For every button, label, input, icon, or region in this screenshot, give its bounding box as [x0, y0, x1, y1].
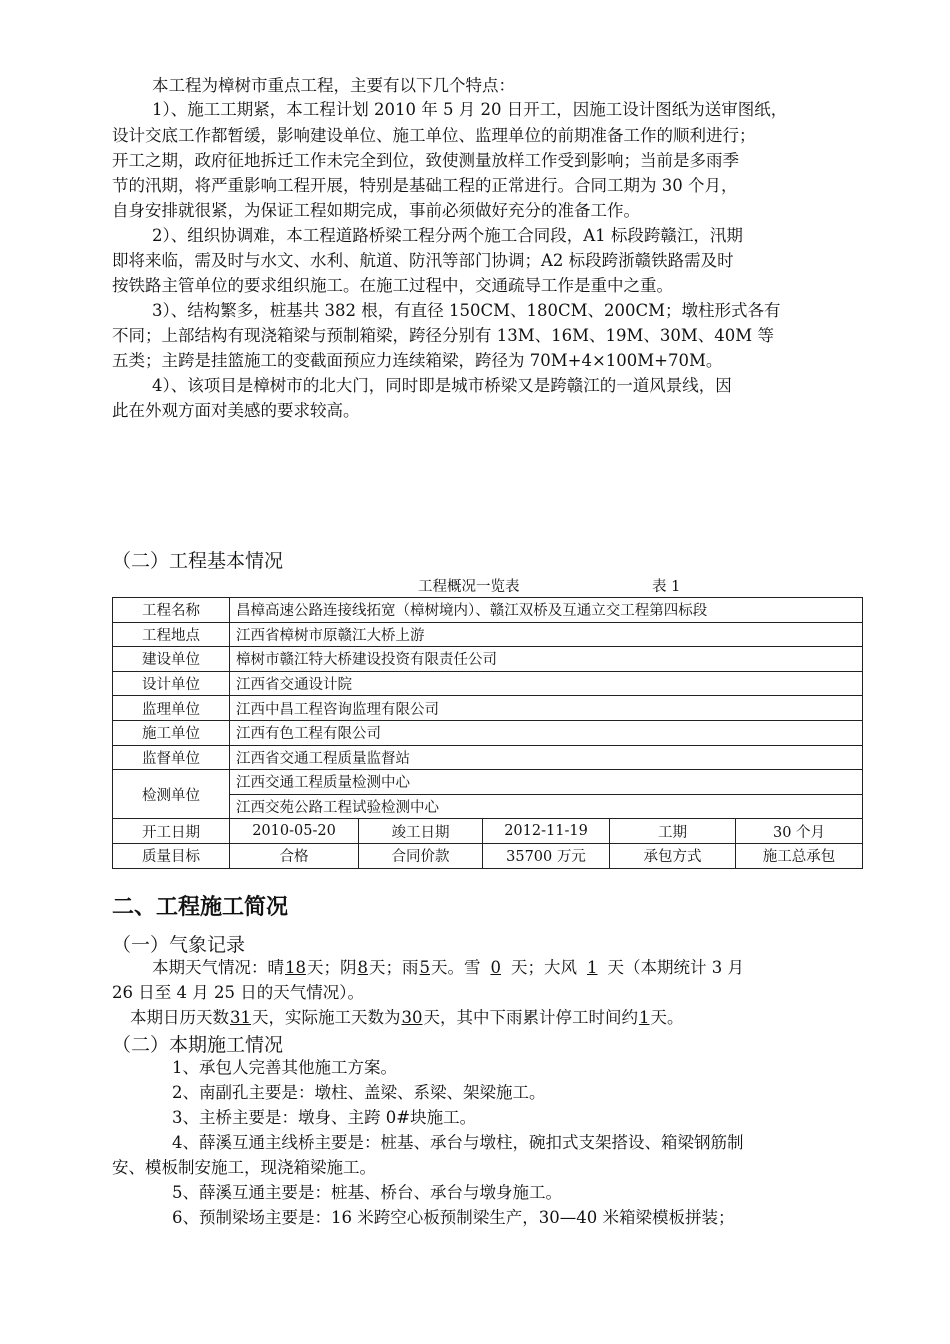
section-heading-construction: 二、工程施工简况 — [112, 894, 289, 920]
intro-line: 即将来临，需及时与水文、水利、航道、防汛等部门协调；A2 标段跨浙赣铁路需及时 — [112, 251, 734, 270]
intro-line: 设计交底工作都暂缓，影响建设单位、施工单位、监理单位的前期准备工作的顺利进行； — [112, 126, 756, 145]
section-heading-basic: （二）工程基本情况 — [112, 550, 284, 572]
sunny-days: 18 — [285, 958, 306, 977]
wind-days: 1 — [587, 958, 598, 977]
days-text: 本期日历天数 — [130, 1008, 229, 1027]
list-item: 1、承包人完善其他施工方案。 — [172, 1058, 397, 1077]
row-value: 江西省交通设计院 — [230, 671, 863, 696]
list-item: 2、南副孔主要是：墩柱、盖梁、系梁、架梁施工。 — [172, 1083, 546, 1102]
row-label: 设计单位 — [113, 671, 230, 696]
table-row — [113, 696, 863, 721]
intro-lead: 本工程为樟树市重点工程，主要有以下几个特点： — [152, 76, 515, 95]
snow-days: 0 — [490, 958, 501, 977]
row-label: 工程地点 — [113, 622, 230, 647]
table-caption: 工程概况一览表 — [418, 579, 520, 595]
weather-text: 本期天气情况：晴 — [152, 958, 284, 977]
row-value: 江西省樟树市原赣江大桥上游 — [230, 622, 863, 647]
progress-heading: （二）本期施工情况 — [112, 1034, 284, 1056]
table-cell: 30 个月 — [736, 819, 863, 844]
table-row — [113, 770, 863, 795]
table-cell: 竣工日期 — [359, 819, 483, 844]
table-row — [113, 622, 863, 647]
intro-line: 4）、该项目是樟树市的北大门，同时即是城市桥梁又是跨赣江的一道风景线，因 — [152, 376, 732, 395]
table-cell: 2010-05-20 — [230, 819, 359, 844]
weather-line — [152, 956, 744, 980]
intro-line: 节的汛期，将严重影响工程开展，特别是基础工程的正常进行。合同工期为 30 个月， — [112, 176, 738, 195]
list-item: 6、预制梁场主要是：16 米跨空心板预制梁生产，30—40 米箱梁模板拼装； — [172, 1208, 735, 1227]
intro-line: 1）、施工工期紧，本工程计划 2010 年 5 月 20 日开工，因施工设计图纸为送审图纸， — [152, 100, 788, 119]
table-row — [113, 720, 863, 745]
table-number: 表 1 — [652, 579, 681, 595]
table-cell: 合格 — [230, 843, 359, 868]
intro-line: 开工之期，政府征地拆迁工作未完全到位，致使测量放样工作受到影响；当前是多雨季 — [112, 151, 739, 170]
table-row — [113, 819, 863, 844]
row-value: 江西有色工程有限公司 — [230, 720, 863, 745]
days-text: 天，其中下雨累计停工时间约 — [423, 1008, 638, 1027]
table-cell: 质量目标 — [113, 843, 230, 868]
table-row — [113, 843, 863, 868]
list-item: 安、模板制安施工，现浇箱梁施工。 — [112, 1158, 376, 1177]
table-row — [113, 647, 863, 672]
weather-text: 天；大风 — [511, 958, 577, 977]
row-label: 施工单位 — [113, 720, 230, 745]
row-value: 江西交通工程质量检测中心 — [230, 770, 863, 795]
row-value: 昌樟高速公路连接线拓宽（樟树境内）、赣江双桥及互通立交工程第四标段 — [230, 598, 863, 623]
table-cell: 35700 万元 — [483, 843, 610, 868]
weather-text: 天（本期统计 3 月 — [607, 958, 744, 977]
table-row — [113, 745, 863, 770]
table-cell: 合同价款 — [359, 843, 483, 868]
row-label: 监督单位 — [113, 745, 230, 770]
intro-line: 五类；主跨是挂篮施工的变截面预应力连续箱梁，跨径为 70M+4×100M+70M。 — [112, 351, 723, 370]
table-cell: 施工总承包 — [736, 843, 863, 868]
list-item: 3、主桥主要是：墩身、主跨 0#块施工。 — [172, 1108, 477, 1127]
table-cell: 开工日期 — [113, 819, 230, 844]
row-value: 江西省交通工程质量监督站 — [230, 745, 863, 770]
list-item: 5、薛溪互通主要是：桩基、桥台、承台与墩身施工。 — [172, 1183, 562, 1202]
table-cell: 2012-11-19 — [483, 819, 610, 844]
work-days: 30 — [401, 1008, 423, 1027]
row-value: 江西交苑公路工程试验检测中心 — [230, 794, 863, 819]
stop-days: 1 — [639, 1008, 650, 1027]
row-label: 建设单位 — [113, 647, 230, 672]
table-cell: 承包方式 — [610, 843, 736, 868]
table-row — [113, 671, 863, 696]
days-line — [130, 1006, 684, 1030]
rain-days: 5 — [419, 958, 430, 977]
cloudy-days: 8 — [357, 958, 368, 977]
weather-line: 26 日至 4 月 25 日的天气情况）。 — [112, 983, 364, 1002]
intro-line: 2）、组织协调难，本工程道路桥梁工程分两个施工合同段，A1 标段跨赣江，汛期 — [152, 226, 743, 245]
intro-line: 此在外观方面对美感的要求较高。 — [112, 401, 360, 420]
weather-text: 天。雪 — [431, 958, 481, 977]
row-value: 江西中昌工程咨询监理有限公司 — [230, 696, 863, 721]
intro-line: 不同；上部结构有现浇箱梁与预制箱梁，跨径分别有 13M、16M、19M、30M、40M 等 — [112, 326, 774, 345]
days-text: 天，实际施工天数为 — [252, 1008, 401, 1027]
row-label: 工程名称 — [113, 598, 230, 623]
intro-line: 按铁路主管单位的要求组织施工。在施工过程中，交通疏导工作是重中之重。 — [112, 276, 673, 295]
intro-line: 自身安排就很紧，为保证工程如期完成，事前必须做好充分的准备工作。 — [112, 201, 640, 220]
calendar-days: 31 — [230, 1008, 251, 1027]
list-item: 4、薛溪互通主线桥主要是：桩基、承台与墩柱，碗扣式支架搭设、箱梁钢筋制 — [172, 1133, 744, 1152]
table-cell: 工期 — [610, 819, 736, 844]
weather-text: 天；雨 — [369, 958, 419, 977]
project-overview-table — [112, 597, 863, 869]
table-row — [113, 598, 863, 623]
weather-text: 天；阴 — [307, 958, 357, 977]
row-value: 樟树市赣江特大桥建设投资有限责任公司 — [230, 647, 863, 672]
days-text: 天。 — [650, 1008, 684, 1027]
weather-heading: （一）气象记录 — [112, 934, 246, 956]
row-label: 检测单位 — [113, 770, 230, 819]
intro-line: 3）、结构繁多，桩基共 382 根，有直径 150CM、180CM、200CM；墩柱形式各有 — [152, 301, 781, 320]
row-label: 监理单位 — [113, 696, 230, 721]
